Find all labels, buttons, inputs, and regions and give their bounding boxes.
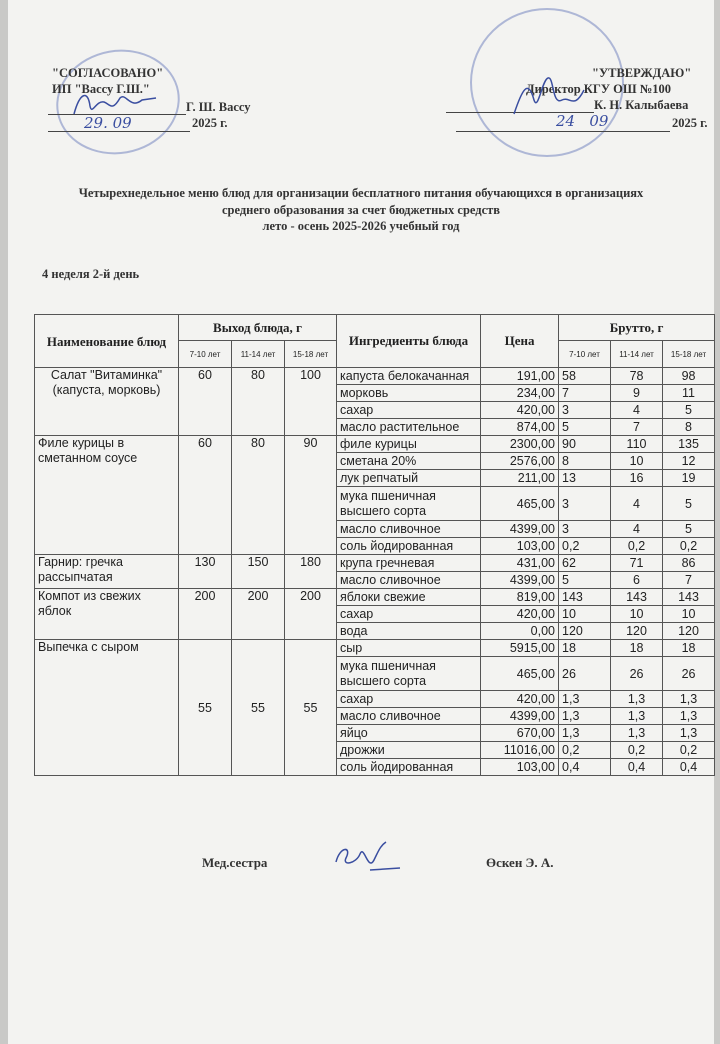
- gross-value: 10: [559, 606, 611, 623]
- ingredient-name: масло сливочное: [337, 521, 481, 538]
- title-line2: среднего образования за счет бюджетных средств: [221, 203, 501, 217]
- ingredient-price: 431,00: [481, 555, 559, 572]
- approval-right-date: 2025 г.: [672, 116, 708, 130]
- gross-value: 0,2: [611, 742, 663, 759]
- gross-value: 120: [559, 623, 611, 640]
- dish-output-value: 80: [232, 436, 285, 555]
- ingredient-name: дрожжи: [337, 742, 481, 759]
- gross-value: 3: [559, 487, 611, 521]
- gross-value: 0,4: [559, 759, 611, 776]
- ingredient-price: 4399,00: [481, 572, 559, 589]
- gross-value: 0,2: [611, 538, 663, 555]
- approval-right-handwritten-date: 24 09: [556, 112, 609, 130]
- gross-value: 16: [611, 470, 663, 487]
- gross-value: 58: [559, 368, 611, 385]
- header-dish-name: Наименование блюд: [35, 315, 179, 368]
- gross-value: 1,3: [611, 691, 663, 708]
- ingredient-price: 420,00: [481, 606, 559, 623]
- dish-output-value: 150: [232, 555, 285, 589]
- gross-value: 4: [611, 521, 663, 538]
- gross-value: 6: [611, 572, 663, 589]
- table-row: [35, 640, 715, 657]
- ingredient-name: капуста белокачанная: [337, 368, 481, 385]
- gross-value: 18: [663, 640, 715, 657]
- ingredient-price: 420,00: [481, 691, 559, 708]
- approval-left-line2: ИП "Вассу Г.Ш.": [52, 82, 150, 96]
- ingredient-name: сыр: [337, 640, 481, 657]
- table-row: [35, 368, 715, 385]
- signature-left: [70, 86, 160, 122]
- dish-output-value: 60: [179, 436, 232, 555]
- ingredient-price: 5915,00: [481, 640, 559, 657]
- ingredient-price: 819,00: [481, 589, 559, 606]
- dish-output-value: 130: [179, 555, 232, 589]
- gross-value: 7: [611, 419, 663, 436]
- gross-value: 1,3: [559, 725, 611, 742]
- ingredient-price: 0,00: [481, 623, 559, 640]
- ingredient-name: яйцо: [337, 725, 481, 742]
- gross-value: 8: [559, 453, 611, 470]
- ingredient-price: 874,00: [481, 419, 559, 436]
- document-page: [8, 0, 714, 1044]
- gross-value: 3: [559, 402, 611, 419]
- dish-name: Выпечка с сыром: [35, 640, 179, 776]
- footer-role: Мед.сестра: [202, 855, 268, 870]
- gross-value: 0,2: [559, 538, 611, 555]
- ingredient-price: 420,00: [481, 402, 559, 419]
- ingredient-name: сахар: [337, 402, 481, 419]
- approval-left-signer: Г. Ш. Вассу: [186, 100, 251, 114]
- ingredient-name: мука пшеничная высшего сорта: [337, 487, 481, 521]
- gross-value: 5: [663, 487, 715, 521]
- gross-value: 9: [611, 385, 663, 402]
- header-gross: Брутто, г: [559, 315, 715, 341]
- ingredient-name: мука пшеничная высшего сорта: [337, 657, 481, 691]
- gross-value: 1,3: [663, 725, 715, 742]
- ingredient-name: соль йодированная: [337, 538, 481, 555]
- ingredient-price: 234,00: [481, 385, 559, 402]
- ingredient-price: 191,00: [481, 368, 559, 385]
- menu-table-body: [35, 368, 715, 776]
- gross-value: 143: [663, 589, 715, 606]
- header-gross-age-7-10: 7-10 лет: [559, 341, 611, 368]
- gross-value: 0,4: [663, 759, 715, 776]
- ingredient-name: морковь: [337, 385, 481, 402]
- gross-value: 13: [559, 470, 611, 487]
- dish-output-value: 60: [179, 368, 232, 436]
- table-row: [35, 589, 715, 606]
- gross-value: 1,3: [663, 708, 715, 725]
- dish-output-value: 180: [285, 555, 337, 589]
- header-output: Выход блюда, г: [179, 315, 337, 341]
- gross-value: 1,3: [559, 708, 611, 725]
- gross-value: 71: [611, 555, 663, 572]
- gross-value: 7: [559, 385, 611, 402]
- gross-value: 135: [663, 436, 715, 453]
- header-output-age-11-14: 11-14 лет: [232, 341, 285, 368]
- ingredient-name: масло растительное: [337, 419, 481, 436]
- dish-name: Гарнир: гречка рассыпчатая: [35, 555, 179, 589]
- ingredient-price: 2300,00: [481, 436, 559, 453]
- gross-value: 26: [559, 657, 611, 691]
- ingredient-name: масло сливочное: [337, 572, 481, 589]
- ingredient-name: филе курицы: [337, 436, 481, 453]
- approval-right-line2: Директор КГУ ОШ №100: [526, 82, 672, 96]
- footer-signature: [330, 836, 406, 876]
- gross-value: 10: [611, 453, 663, 470]
- gross-value: 1,3: [611, 725, 663, 742]
- approval-left-line1: "СОГЛАСОВАНО": [52, 66, 164, 80]
- gross-value: 5: [559, 419, 611, 436]
- approval-right-line1: "УТВЕРЖДАЮ": [592, 66, 692, 80]
- gross-value: 11: [663, 385, 715, 402]
- gross-value: 98: [663, 368, 715, 385]
- ingredient-name: сметана 20%: [337, 453, 481, 470]
- gross-value: 4: [611, 402, 663, 419]
- dish-output-value: 90: [285, 436, 337, 555]
- dish-output-value: 200: [179, 589, 232, 640]
- ingredient-name: вода: [337, 623, 481, 640]
- gross-value: 26: [663, 657, 715, 691]
- ingredient-name: крупа гречневая: [337, 555, 481, 572]
- dish-name: Салат "Витаминка" (капуста, морковь): [35, 368, 179, 436]
- ingredient-name: соль йодированная: [337, 759, 481, 776]
- header-gross-age-15-18: 15-18 лет: [663, 341, 715, 368]
- gross-value: 18: [559, 640, 611, 657]
- footer-name: Өскен Э. А.: [486, 855, 554, 870]
- ingredient-price: 465,00: [481, 487, 559, 521]
- gross-value: 120: [663, 623, 715, 640]
- ingredient-price: 2576,00: [481, 453, 559, 470]
- gross-value: 10: [663, 606, 715, 623]
- header-ingredients: Ингредиенты блюда: [337, 315, 481, 368]
- title-line3: лето - осень 2025-2026 учебный год: [262, 219, 460, 233]
- ingredient-price: 4399,00: [481, 521, 559, 538]
- gross-value: 0,2: [663, 538, 715, 555]
- approval-left-date: 2025 г.: [192, 116, 228, 130]
- gross-value: 143: [611, 589, 663, 606]
- ingredient-price: 4399,00: [481, 708, 559, 725]
- ingredient-price: 103,00: [481, 759, 559, 776]
- ingredient-name: сахар: [337, 691, 481, 708]
- gross-value: 5: [663, 521, 715, 538]
- gross-value: 3: [559, 521, 611, 538]
- ingredient-name: сахар: [337, 606, 481, 623]
- ingredient-price: 103,00: [481, 538, 559, 555]
- gross-value: 0,2: [559, 742, 611, 759]
- gross-value: 90: [559, 436, 611, 453]
- gross-value: 0,4: [611, 759, 663, 776]
- ingredient-name: масло сливочное: [337, 708, 481, 725]
- dish-output-value: 55: [232, 640, 285, 776]
- gross-value: 8: [663, 419, 715, 436]
- dish-output-value: 80: [232, 368, 285, 436]
- ingredient-price: 465,00: [481, 657, 559, 691]
- dish-output-value: 200: [285, 589, 337, 640]
- gross-value: 110: [611, 436, 663, 453]
- signature-right: [508, 70, 588, 120]
- dish-output-value: 100: [285, 368, 337, 436]
- ingredient-price: 211,00: [481, 470, 559, 487]
- gross-value: 1,3: [559, 691, 611, 708]
- gross-value: 78: [611, 368, 663, 385]
- approval-left-handwritten-date: 29. 09: [84, 114, 132, 132]
- gross-value: 86: [663, 555, 715, 572]
- gross-value: 62: [559, 555, 611, 572]
- dish-output-value: 55: [285, 640, 337, 776]
- gross-value: 0,2: [663, 742, 715, 759]
- table-row: [35, 555, 715, 572]
- ingredient-name: лук репчатый: [337, 470, 481, 487]
- gross-value: 10: [611, 606, 663, 623]
- gross-value: 12: [663, 453, 715, 470]
- header-price: Цена: [481, 315, 559, 368]
- gross-value: 120: [611, 623, 663, 640]
- gross-value: 26: [611, 657, 663, 691]
- dish-output-value: 200: [232, 589, 285, 640]
- header-output-age-15-18: 15-18 лет: [285, 341, 337, 368]
- title-line1: Четырехнедельное меню блюд для организации бесплатного питания обучающихся в организациях: [78, 186, 644, 200]
- dish-output-value: 55: [179, 640, 232, 776]
- ingredient-name: яблоки свежие: [337, 589, 481, 606]
- header-gross-age-11-14: 11-14 лет: [611, 341, 663, 368]
- week-day-label: 4 неделя 2-й день: [42, 267, 140, 281]
- gross-value: 143: [559, 589, 611, 606]
- ingredient-price: 670,00: [481, 725, 559, 742]
- gross-value: 1,3: [611, 708, 663, 725]
- approval-right-signer: К. Н. Калыбаева: [594, 98, 689, 112]
- gross-value: 5: [559, 572, 611, 589]
- gross-value: 7: [663, 572, 715, 589]
- dish-name: Компот из свежих яблок: [35, 589, 179, 640]
- header-output-age-7-10: 7-10 лет: [179, 341, 232, 368]
- gross-value: 4: [611, 487, 663, 521]
- ingredient-price: 11016,00: [481, 742, 559, 759]
- approval-right-date-line: [456, 131, 670, 132]
- gross-value: 18: [611, 640, 663, 657]
- menu-table: [34, 314, 715, 776]
- gross-value: 1,3: [663, 691, 715, 708]
- table-row: [35, 436, 715, 453]
- dish-name: Филе курицы в сметанном соусе: [35, 436, 179, 555]
- gross-value: 5: [663, 402, 715, 419]
- gross-value: 19: [663, 470, 715, 487]
